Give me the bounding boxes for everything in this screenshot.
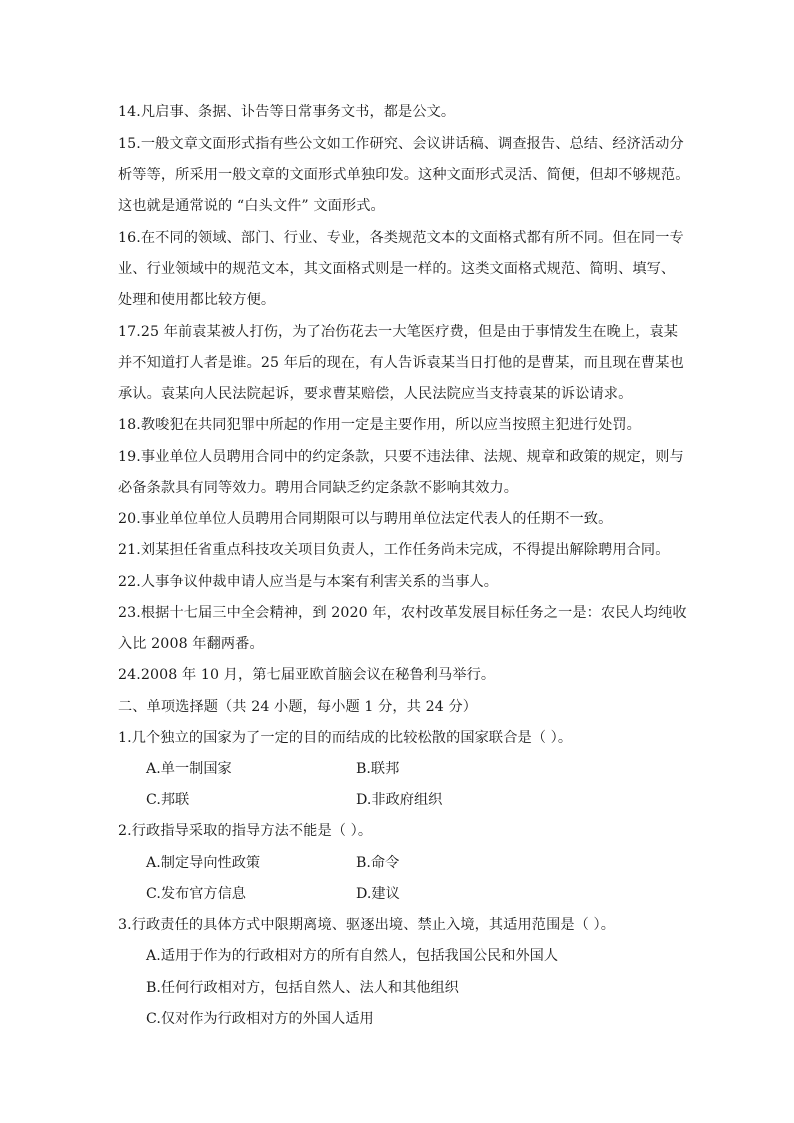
question-17-line-1: 17.25 年前袁某被人打伤，为了冶伤花去一大笔医疗费，但是由于事情发生在晚上，袁某 (118, 324, 679, 340)
question-16-line-2: 业、行业领域中的规范文本，其文面格式则是一样的。这类文面格式规范、简明、填写、 (118, 261, 676, 277)
question-15-line-2: 析等等，所采用一般文章的文面形式单独印发。这种文面形式灵活、简便，但却不够规范。 (118, 167, 690, 183)
mc-question-3: 3.行政责任的具体方式中限期离境、驱逐出境、禁止入境，其适用范围是（ ）。 (118, 917, 616, 933)
question-15-line-3: 这也就是通常说的 “白头文件” 文面形式。 (118, 198, 385, 214)
mc1-option-d: D.非政府组织 (356, 792, 443, 808)
question-14: 14.凡启事、条据、讣告等日常事务文书，都是公文。 (118, 104, 456, 120)
question-21: 21.刘某担任省重点科技攻关项目负责人，工作任务尚未完成，不得提出解除聘用合同。 (118, 542, 670, 558)
mc1-option-a: A.单一制国家 (146, 761, 232, 777)
mc2-option-a: A.制定导向性政策 (146, 855, 261, 871)
mc3-option-a: A.适用于作为的行政相对方的所有自然人，包括我国公民和外国人 (146, 948, 559, 964)
mc-question-1: 1.几个独立的国家为了一定的目的而结成的比较松散的国家联合是（ ）。 (118, 730, 573, 746)
mc2-option-c: C.发布官方信息 (146, 886, 246, 902)
question-17-line-3: 承认。袁某向人民法院起诉，要求曹某赔偿，人民法院应当支持袁某的诉讼请求。 (118, 386, 633, 402)
question-19-line-2: 必备条款具有同等效力。聘用合同缺乏约定条款不影响其效力。 (118, 480, 519, 496)
question-22: 22.人事争议仲裁申请人应当是与本案有利害关系的当事人。 (118, 574, 499, 590)
section-heading: 二、单项选择题（共 24 小题，每小题 1 分，共 24 分） (118, 699, 478, 715)
question-18: 18.教唆犯在共同犯罪中所起的作用一定是主要作用，所以应当按照主犯进行处罚。 (118, 417, 641, 433)
question-16-line-1: 16.在不同的领域、部门、行业、专业，各类规范文本的文面格式都有所不同。但在同一专 (118, 230, 684, 246)
mc-question-2: 2.行政指导采取的指导方法不能是（ ）。 (118, 823, 373, 839)
question-16-line-3: 处理和使用都比较方便。 (118, 292, 276, 308)
question-15-line-1: 15.一般文章文面形式指有些公文如工作研究、会议讲话稿、调查报告、总结、经济活动分 (118, 136, 684, 152)
question-24: 24.2008 年 10 月，第七届亚欧首脑会议在秘鲁利马举行。 (118, 667, 496, 683)
mc2-option-b: B.命令 (356, 855, 400, 871)
question-23-line-2: 入比 2008 年翻两番。 (118, 636, 264, 652)
mc1-option-b: B.联邦 (356, 761, 400, 777)
mc1-option-c: C.邦联 (146, 792, 190, 808)
mc3-option-c: C.仅对作为行政相对方的外国人适用 (146, 1011, 374, 1027)
mc2-option-d: D.建议 (356, 886, 400, 902)
mc3-option-b: B.任何行政相对方，包括自然人、法人和其他组织 (146, 980, 459, 996)
question-19-line-1: 19.事业单位人员聘用合同中的约定条款，只要不违法律、法规、规章和政策的规定，则与 (118, 449, 684, 465)
question-20: 20.事业单位单位人员聘用合同期限可以与聘用单位法定代表人的任期不一致。 (118, 511, 613, 527)
question-17-line-2: 并不知道打人者是谁。25 年后的现在，有人告诉袁某当日打他的是曹某，而且现在曹某也 (118, 355, 684, 371)
question-23-line-1: 23.根据十七届三中全会精神，到 2020 年，农村改革发展目标任务之一是：农民人均纯收 (118, 605, 687, 621)
